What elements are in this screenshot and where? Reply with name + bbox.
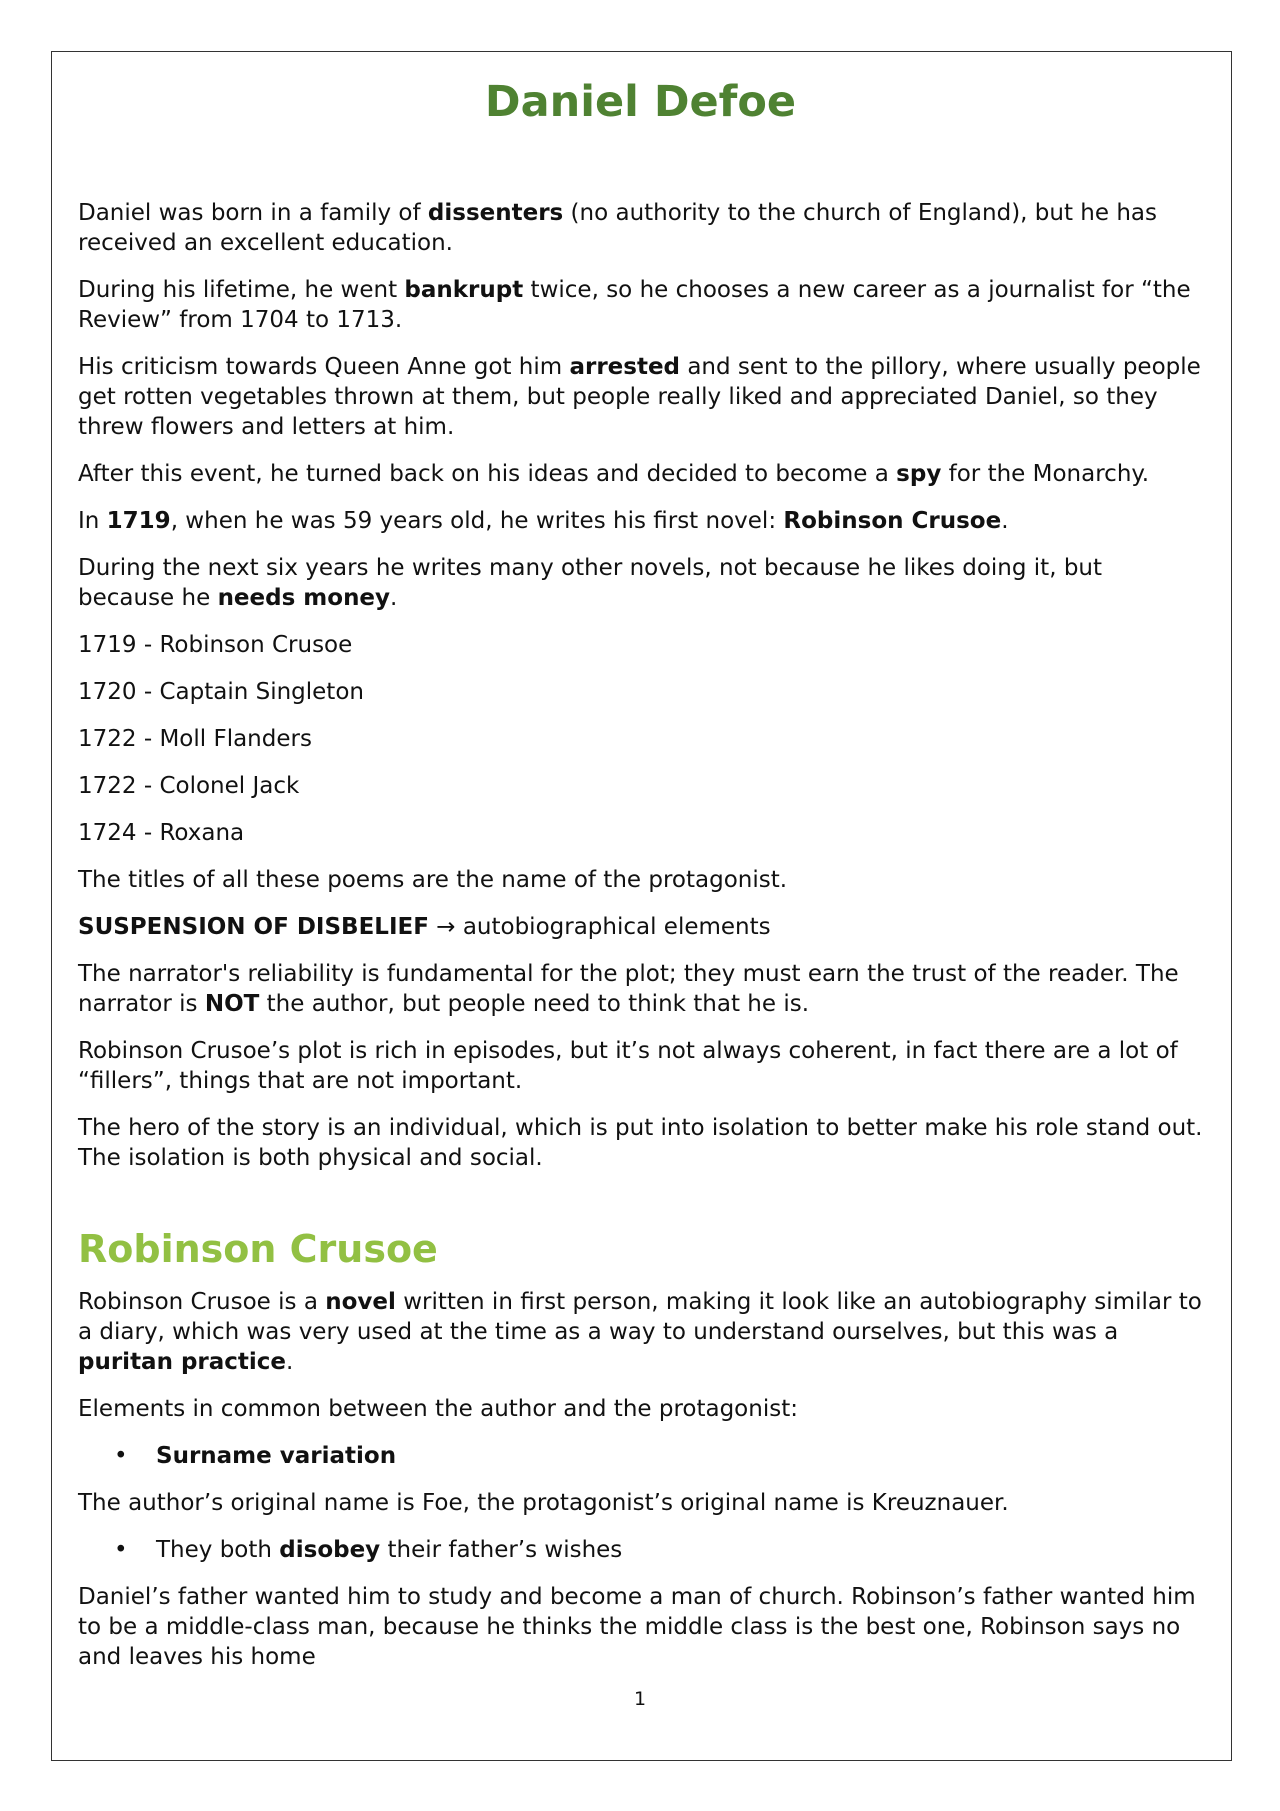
text-run: Daniel’s father wanted him to study and become a man of church. Robinson’s father wanted him to be a middle-class man, because he thinks the middle class is the best one, Robinson says no and leaves his home (78, 1584, 1196, 1670)
paragraph (78, 352, 1203, 442)
text-run: , when he was 59 years old, he writes his first novel: (170, 508, 784, 534)
text-run: They both (156, 1537, 280, 1563)
text-run: Robinson Crusoe is a (78, 1289, 326, 1315)
text-run: → autobiographical elements (428, 914, 771, 940)
text-run: During his lifetime, he went (78, 277, 405, 303)
text-run: for the Monarchy. (941, 461, 1150, 487)
bullet-list (78, 1441, 1203, 1471)
text-run: Elements in common between the author and the protagonist: (78, 1396, 798, 1422)
bullet-list (78, 1535, 1203, 1565)
text-run: twice, so he chooses a new career as a journalist for “the Review” from 1704 to 1713. (78, 277, 1191, 333)
document-title: Daniel Defoe (484, 77, 797, 127)
paragraph (78, 459, 1203, 489)
text-run: . (1001, 508, 1009, 534)
text-run: (no authority to the church of England), but he has received an excellent education. (78, 200, 1157, 256)
bullet-icon: • (114, 1443, 128, 1469)
paragraph (78, 912, 1203, 942)
text-run: and sent to the pillory, where usually people get rotten vegetables thrown at them, but people really liked and appreciated Daniel, so they threw flowers and letters at him. (78, 354, 1201, 440)
text-run: 1722 - Colonel Jack (78, 773, 300, 799)
paragraph (78, 771, 1203, 801)
text-run: 1724 - Roxana (78, 820, 245, 846)
paragraph (78, 1113, 1203, 1173)
text-run: 1722 - Moll Flanders (78, 726, 312, 752)
bold-text: dissenters (427, 200, 564, 226)
bold-text: 1719 (106, 508, 171, 534)
text-run: The titles of all these poems are the name of the protagonist. (78, 867, 788, 893)
page-number: 1 (633, 1688, 647, 1710)
text-run: 1719 - Robinson Crusoe (78, 632, 353, 658)
text-run: After this event, he turned back on his ideas and decided to become a (78, 461, 897, 487)
paragraph (78, 506, 1203, 536)
text-run: Daniel was born in a family of (78, 200, 428, 226)
paragraph (78, 553, 1203, 613)
bullet-item (78, 1441, 1203, 1471)
paragraph (78, 818, 1203, 848)
text-run: the author, but people need to think that he is. (259, 991, 810, 1017)
paragraph (78, 724, 1203, 754)
paragraph (78, 198, 1203, 258)
paragraph (78, 865, 1203, 895)
bold-text: puritan practice (78, 1349, 287, 1375)
text-run: In (78, 508, 107, 534)
paragraph (78, 1036, 1203, 1096)
paragraph (78, 630, 1203, 660)
text-run: . (390, 585, 398, 611)
text-run: . (286, 1349, 294, 1375)
section-body (78, 1287, 1203, 1672)
text-run: The author’s original name is Foe, the protagonist’s original name is Kreuznauer. (78, 1490, 1009, 1516)
bullet-icon: • (114, 1537, 128, 1563)
text-run: Robinson Crusoe’s plot is rich in episodes, but it’s not always coherent, in fact there are a lot of “fillers”, things that are not important. (78, 1038, 1178, 1094)
paragraph (78, 959, 1203, 1019)
bold-text: arrested (569, 354, 681, 380)
intro-paragraphs (78, 198, 1203, 1173)
paragraph (78, 1582, 1203, 1672)
bold-text: Robinson Crusoe (783, 508, 1002, 534)
bold-text: needs money (217, 585, 391, 611)
text-run: The narrator's reliability is fundamental for the plot; they must earn the trust of the reader. The narrator is (78, 961, 1179, 1017)
bold-text: novel (325, 1289, 396, 1315)
bold-text: Surname variation (156, 1443, 397, 1469)
text-run: His criticism towards Queen Anne got him (78, 354, 570, 380)
bold-text: bankrupt (404, 277, 524, 303)
bullet-item (78, 1535, 1203, 1565)
bold-text: spy (896, 461, 942, 487)
text-run: written in first person, making it look like an autobiography similar to a diary, which was very used at the time as a way to understand ourselves, but this was a (78, 1289, 1202, 1345)
text-run: During the next six years he writes many other novels, not because he likes doing it, but because he (78, 555, 1103, 611)
paragraph (78, 275, 1203, 335)
bold-text: NOT (204, 991, 260, 1017)
paragraph (78, 1394, 1203, 1424)
text-run: their father’s wishes (380, 1537, 623, 1563)
paragraph (78, 1287, 1203, 1377)
paragraph (78, 677, 1203, 707)
document-body (78, 72, 1203, 1689)
text-run: 1720 - Captain Singleton (78, 679, 364, 705)
paragraph (78, 1488, 1203, 1518)
bold-text: SUSPENSION OF DISBELIEF (78, 914, 429, 940)
bold-text: disobey (279, 1537, 381, 1563)
text-run: The hero of the story is an individual, which is put into isolation to better make his role stand out. The isolation is both physical and social. (78, 1115, 1203, 1171)
section-heading: Robinson Crusoe (78, 1227, 438, 1271)
